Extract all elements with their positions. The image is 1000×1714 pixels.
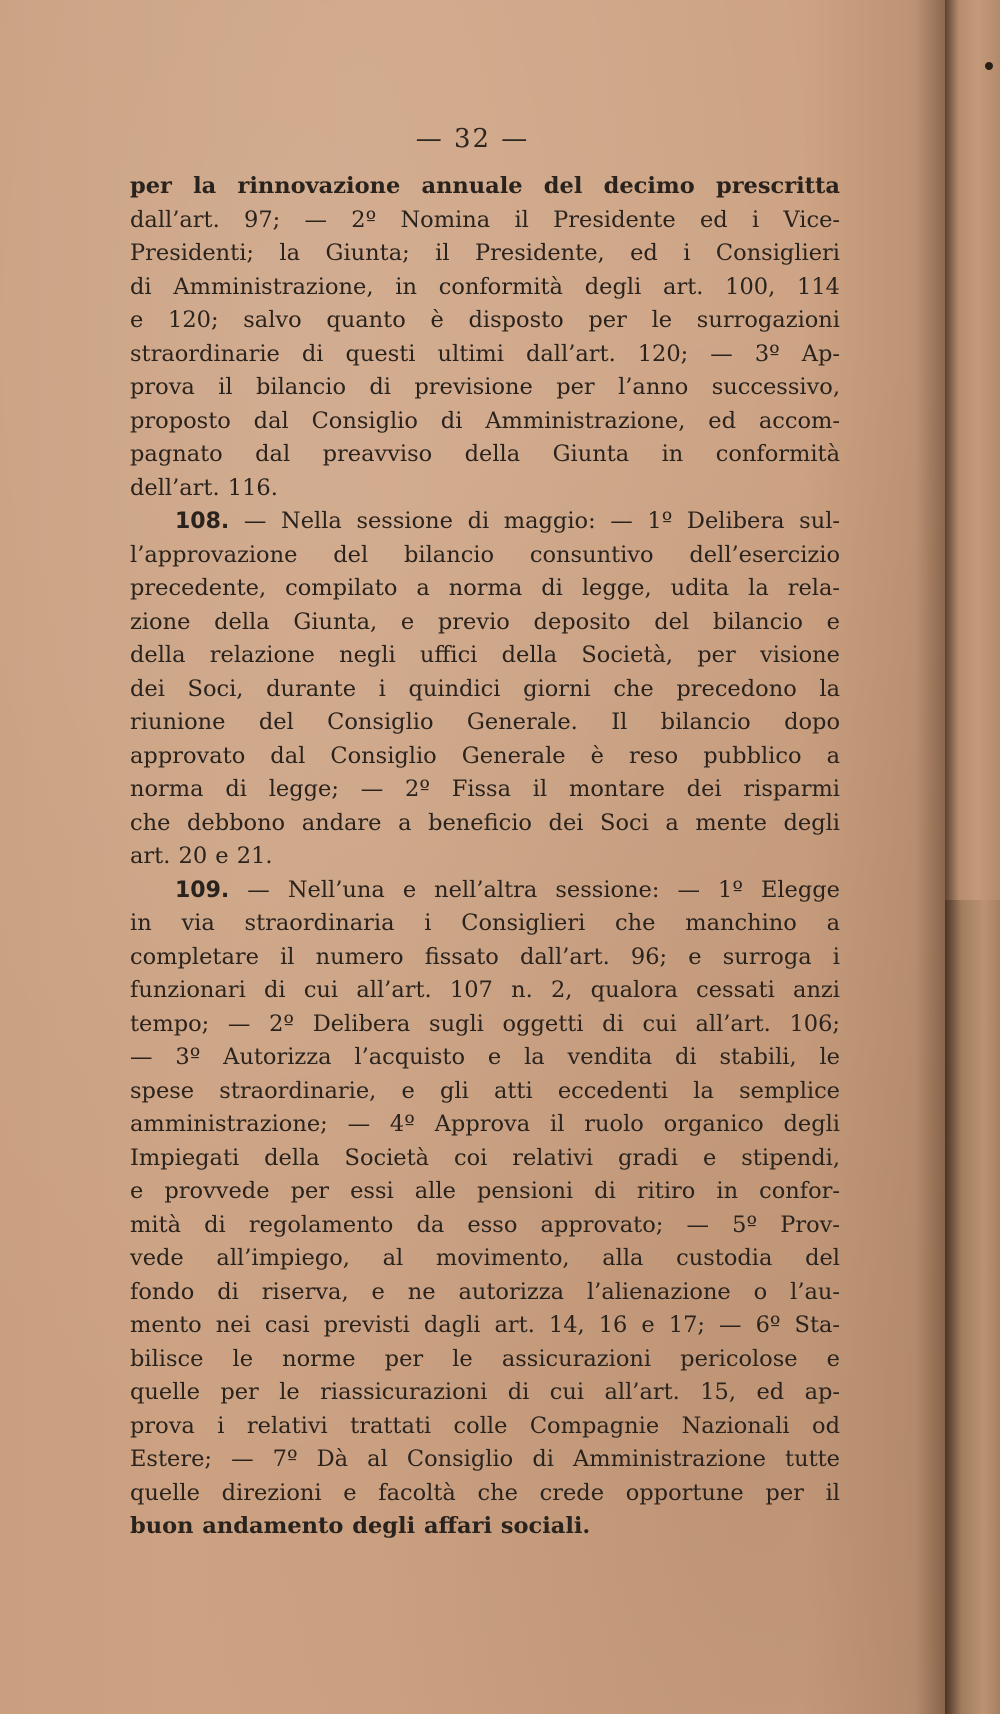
section-number-109: 109. (175, 877, 230, 903)
text-line: mità di regolamento da esso approvato; — 5º Prov- (130, 1211, 840, 1238)
text-line: dell’art. 116. (130, 474, 278, 501)
ink-spot (985, 62, 993, 70)
adjacent-page-edge (945, 0, 1000, 1714)
body-text (130, 170, 840, 1544)
text-line: quelle per le riassicurazioni di cui all’art. 15, ed ap- (130, 1379, 840, 1405)
text-line: prova il bilancio di previsione per l’anno successivo, (130, 374, 840, 400)
section-109-heading-line (130, 874, 840, 908)
text-line: Impiegati della Società coi relativi gradi e stipendi, (130, 1144, 840, 1171)
page-fold (945, 900, 1000, 1714)
section-109-first-line: — Nell’una e nell’altra sessione: — 1º Elegge (229, 876, 840, 903)
text-line: in via straordinaria i Consiglieri che manchino a (130, 910, 840, 936)
text-line: bilisce le norme per le assicurazioni pericolose e (130, 1345, 840, 1372)
spine-shadow (915, 0, 945, 1714)
section-108-heading-line (130, 505, 840, 539)
text-line: e provvede per essi alle pensioni di ritiro in confor- (130, 1178, 840, 1204)
section-number-108: 108. (175, 509, 230, 534)
text-line: buon andamento degli affari sociali. (130, 1513, 591, 1539)
text-line: straordinarie di questi ultimi dall’art. 120; — 3º Ap- (130, 340, 840, 367)
page-number: — 32 — (415, 124, 530, 154)
section-108-first-line: — Nella sessione di maggio: — 1º Delibera sul- (229, 508, 840, 534)
text-line: per la rinnovazione annuale del decimo prescritta (130, 173, 840, 199)
text-line: zione della Giunta, e previo deposito del bilancio e (130, 608, 840, 635)
text-line: quelle direzioni e facoltà che crede opportune per il (130, 1479, 840, 1506)
text-line: dall’art. 97; — 2º Nomina il Presidente ed i Vice- (130, 206, 840, 233)
text-line: completare il numero fissato dall’art. 96; e surroga i (130, 943, 840, 970)
text-line: che debbono andare a beneficio dei Soci a mente degli (130, 809, 840, 836)
text-line: amministrazione; — 4º Approva il ruolo organico degli (130, 1111, 840, 1137)
text-line: mento nei casi previsti dagli art. 14, 16 e 17; — 6º Sta- (130, 1312, 840, 1338)
text-line: tempo; — 2º Delibera sugli oggetti di cui all’art. 106; (130, 1010, 840, 1037)
text-line: fondo di riserva, e ne autorizza l’alienazione o l’au- (130, 1278, 840, 1305)
text-line: proposto dal Consiglio di Amministrazione, ed accom- (130, 407, 840, 434)
text-line: Estere; — 7º Dà al Consiglio di Amministrazione tutte (130, 1446, 840, 1472)
text-line: pagnato dal preavviso della Giunta in conformità (130, 441, 840, 467)
text-line: approvato dal Consiglio Generale è reso pubblico a (130, 742, 840, 769)
text-line: norma di legge; — 2º Fissa il montare dei risparmi (130, 776, 840, 802)
text-line: Presidenti; la Giunta; il Presidente, ed i Consiglieri (130, 240, 840, 266)
text-line: l’approvazione del bilancio consuntivo dell’esercizio (130, 541, 840, 568)
text-line: vede all’impiego, al movimento, alla custodia del (130, 1245, 840, 1271)
text-line: di Amministrazione, in conformità degli art. 100, 114 (130, 273, 840, 300)
text-line: della relazione negli uffici della Società, per visione (130, 642, 840, 668)
text-line: precedente, compilato a norma di legge, udita la rela- (130, 575, 840, 601)
text-line: dei Soci, durante i quindici giorni che precedono la (130, 675, 840, 702)
text-line: e 120; salvo quanto è disposto per le surrogazioni (130, 307, 840, 333)
text-line: art. 20 e 21. (130, 843, 273, 869)
text-line: funzionari di cui all’art. 107 n. 2, qualora cessati anzi (130, 977, 840, 1003)
text-line: prova i relativi trattati colle Compagnie Nazionali od (130, 1412, 840, 1439)
text-line: — 3º Autorizza l’acquisto e la vendita di stabili, le (130, 1044, 840, 1070)
text-line: spese straordinarie, e gli atti eccedenti la semplice (130, 1077, 840, 1104)
text-line: riunione del Consiglio Generale. Il bilancio dopo (130, 709, 840, 735)
